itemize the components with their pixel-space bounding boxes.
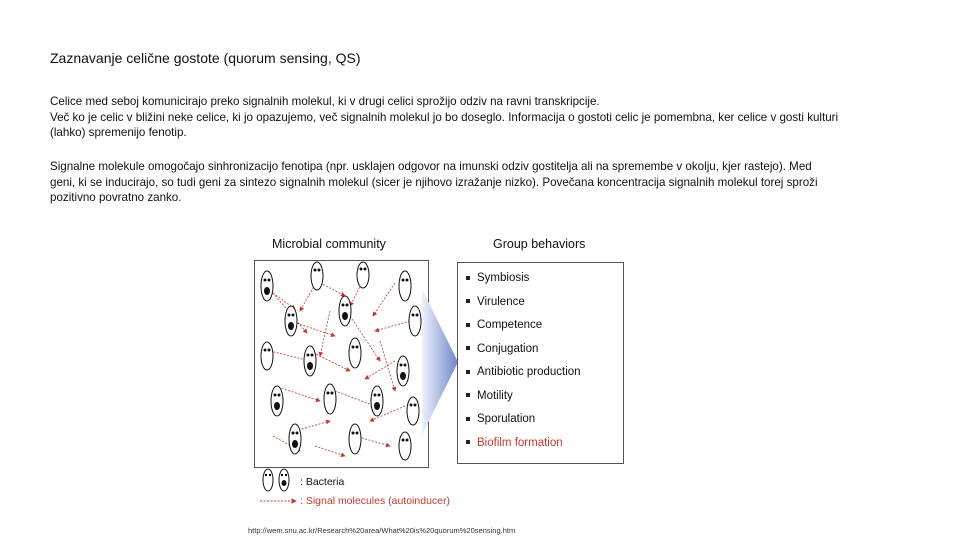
behavior-item xyxy=(466,314,623,338)
behavior-label: Biofilm formation xyxy=(477,436,563,449)
group-behaviors-panel xyxy=(457,262,624,464)
behavior-item xyxy=(466,338,623,362)
behavior-item xyxy=(466,408,623,432)
microbial-community-panel xyxy=(254,260,429,468)
behavior-label: Virulence xyxy=(477,295,525,308)
microbial-community-title: Microbial community xyxy=(272,237,386,251)
behavior-item-highlight xyxy=(466,432,623,456)
bullet-icon xyxy=(466,417,470,421)
paragraph-communication xyxy=(50,94,930,141)
bullet-icon xyxy=(466,323,470,327)
source-url: http://wem.snu.ac.kr/Research%20area/What%20is%20quorum%20sensing.htm xyxy=(248,526,516,535)
figure-legend xyxy=(254,468,514,512)
paragraph-line: geni, ki se inducirajo, so tudi geni za sintezo signalnih molekul (sicer je njihovo izražanje nizko). Povečana koncentracija signalnih molekul torej sproži xyxy=(50,175,818,189)
bullet-icon xyxy=(466,346,470,350)
bullet-icon xyxy=(466,370,470,374)
paragraph-line: pozitivno povratno zanko. xyxy=(50,191,182,204)
quorum-sensing-figure xyxy=(240,232,610,512)
legend-signal-label: : Signal molecules (autoinducer) xyxy=(300,495,450,507)
paragraph-line: Več ko je celic v bližini neke celice, ki jo opazujemo, več signalnih molekul jo bo doseglo. Informacija o gostoti celic je pomembna, ker celice v gosti kulturi xyxy=(50,110,839,124)
behavior-label: Conjugation xyxy=(477,342,539,355)
group-behaviors-title: Group behaviors xyxy=(493,237,586,251)
bullet-icon xyxy=(466,440,470,444)
bacteria-network-diagram xyxy=(255,261,428,467)
paragraph-synchronization xyxy=(50,159,930,206)
slide-title: Zaznavanje celične gostote (quorum sensing, QS) xyxy=(50,50,361,66)
behavior-item xyxy=(466,267,623,291)
behavior-item xyxy=(466,291,623,315)
behavior-label: Motility xyxy=(477,389,513,402)
right-arrow-icon xyxy=(420,287,460,437)
bullet-icon xyxy=(466,393,470,397)
behavior-item xyxy=(466,385,623,409)
paragraph-line: (lahko) spremenijo fenotip. xyxy=(50,126,187,139)
paragraph-line: Celice med seboj komunicirajo preko signalnih molekul, ki v drugi celici sprožijo odziv na ravni transkripcije. xyxy=(50,95,600,108)
behavior-label: Symbiosis xyxy=(477,272,530,284)
behavior-label: Competence xyxy=(477,319,543,331)
paragraph-line: Signalne molekule omogočajo sinhronizacijo fenotipa (npr. usklajen odgovor na imunski odziv gostitelja ali na spremembe v okolju, kjer rastejo). Med xyxy=(50,160,812,173)
bacteria-legend-icon xyxy=(258,468,302,512)
bullet-icon xyxy=(466,299,470,303)
behavior-item xyxy=(466,361,623,385)
behavior-label: Sporulation xyxy=(477,413,536,425)
legend-bacteria-label: : Bacteria xyxy=(300,476,345,488)
behavior-label: Antibiotic production xyxy=(477,366,581,378)
bullet-icon xyxy=(466,276,470,280)
